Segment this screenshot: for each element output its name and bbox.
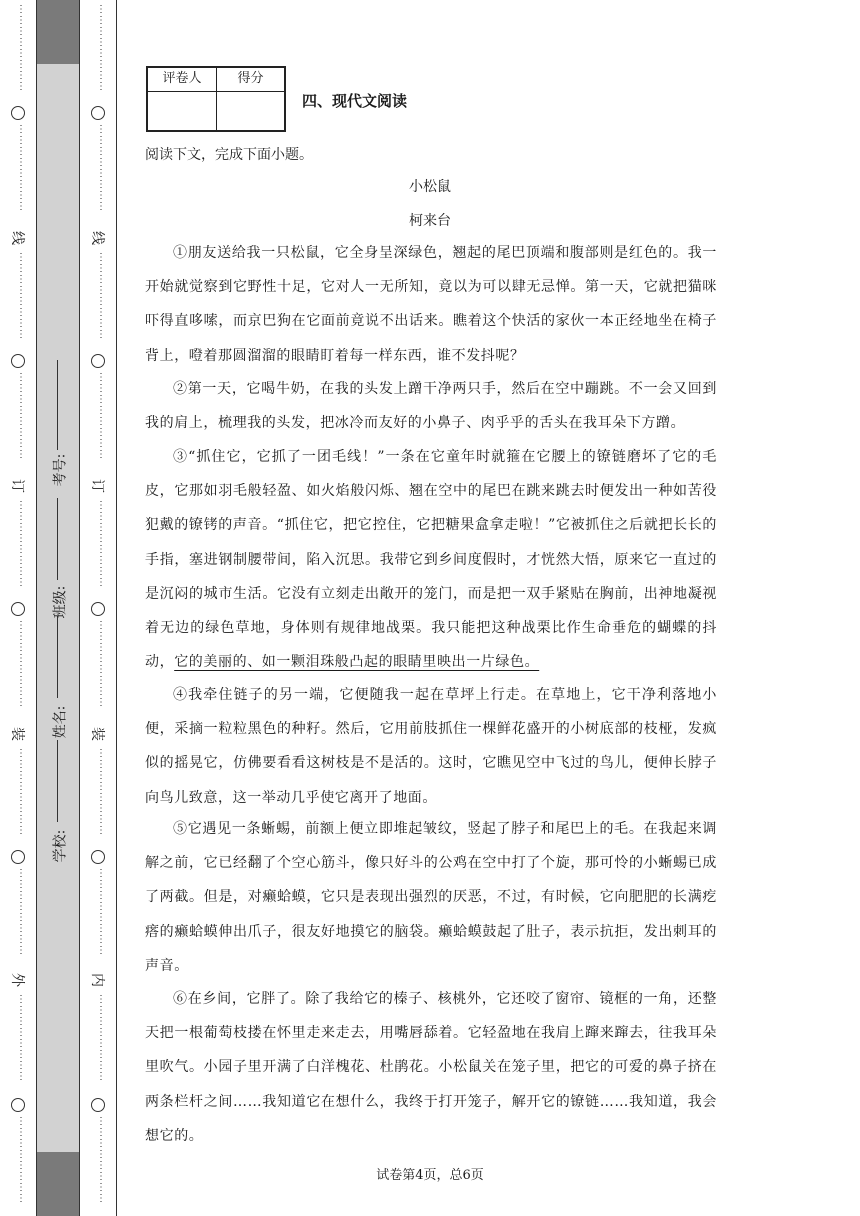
dotted-line: ⋮ ⋮ ⋮ ⋮ ⋮ ⋮ ⋮ ⋮ bbox=[96, 500, 106, 588]
circle-mark bbox=[91, 1098, 105, 1112]
bar-dark-top bbox=[37, 0, 79, 64]
paragraph-1: ①朋友送给我一只松鼠，它全身呈深绿色，翘起的尾巴顶端和腹部则是红色的。我一开始就觉察到它野性十足，它对人一无所知，竟以为可以肆无忌惮。第一天，它就把猫咪吓得直哆嗦，而京巴狗在它面前竟说不出话来。瞧着这个快活的家伙一本正经地坐在椅子背上，噔着那圆溜溜的眼睛盯着每一样东西，谁不发抖呢？ bbox=[145, 245, 717, 364]
score-header: 得分 bbox=[217, 68, 284, 92]
dotted-line: ⋮ ⋮ ⋮ ⋮ ⋮ ⋮ ⋮ ⋮ bbox=[96, 868, 106, 956]
dotted-line: ⋮ ⋮ ⋮ ⋮ ⋮ ⋮ ⋮ ⋮ bbox=[16, 500, 26, 588]
dotted-line: ⋮ ⋮ ⋮ ⋮ ⋮ ⋮ ⋮ ⋮ bbox=[96, 620, 106, 708]
inner-marker-ding: 订 bbox=[89, 479, 105, 493]
paragraph-3 bbox=[145, 440, 717, 679]
field-line-name[interactable] bbox=[57, 740, 58, 822]
field-label-name: 姓名: bbox=[52, 705, 69, 739]
inner-marker-zhuang: 装 bbox=[89, 727, 105, 741]
dotted-line: ⋮ ⋮ ⋮ ⋮ ⋮ ⋮ ⋮ ⋮ bbox=[16, 620, 26, 708]
dotted-line: ⋮ ⋮ ⋮ ⋮ ⋮ ⋮ ⋮ ⋮ bbox=[96, 1116, 106, 1204]
inner-marker-xian: 线 bbox=[89, 231, 105, 245]
paragraph-5: ⑤它遇见一条蜥蜴，前额上便立即堆起皱纹，竖起了脖子和尾巴上的毛。在我起来调解之前，它已经翻了个空心筋斗，像只好斗的公鸡在空中打了个旋，那可怜的小蜥蜴已成了两截。但是，对癞蛤蟆，它只是表现出强烈的厌恶，不过，有时候，它向肥肥的长满疙瘩的癞蛤蟆伸出爪子，很友好地摸它的脑袋。癞蛤蟆鼓起了肚子，表示抗拒，发出刺耳的声音。 bbox=[145, 821, 717, 974]
circle-mark bbox=[91, 602, 105, 616]
grader-cell[interactable] bbox=[148, 92, 217, 130]
score-table bbox=[146, 66, 286, 132]
dotted-line: ⋮ ⋮ ⋮ ⋮ ⋮ ⋮ ⋮ ⋮ bbox=[16, 868, 26, 956]
section-title: 四、现代文阅读 bbox=[302, 92, 408, 110]
dotted-line: ⋮ ⋮ ⋮ ⋮ ⋮ ⋮ ⋮ ⋮ bbox=[96, 748, 106, 836]
circle-mark bbox=[91, 850, 105, 864]
dotted-line: ⋮ ⋮ ⋮ ⋮ ⋮ ⋮ ⋮ ⋮ bbox=[16, 1116, 26, 1204]
dotted-line: ⋮ ⋮ ⋮ ⋮ ⋮ ⋮ ⋮ ⋮ bbox=[16, 124, 26, 212]
bar-dark-bottom bbox=[37, 1152, 79, 1216]
circle-mark bbox=[91, 106, 105, 120]
field-line-class[interactable] bbox=[57, 616, 58, 698]
outer-marker-wai: 外 bbox=[9, 973, 25, 987]
field-label-id: 考号: bbox=[52, 453, 69, 487]
paragraph-3-text: ③“抓住它，它抓了一团毛线！”一条在它童年时就箍在它腰上的镣链磨坏了它的毛皮，它那如羽毛般轻盈、如火焰般闪烁、翘在空中的尾巴在跳来跳去时便发出一种如苦役犯戴的镣铐的声音。“抓住它，把它控住，它把糖果盒拿走啦！”它被抓住之后就把长长的手指，塞进钢制腰带间，陷入沉思。我带它到乡间度假时，才恍然大悟，原来它一直过的是沉闷的城市生活。它没有立刻走出敞开的笼门，而是把一双手紧贴在胸前，出神地凝视着无边的绿色草地，身体则有规律地战栗。我只能把这种战栗比作生命垂危的蝴蝶的抖动， bbox=[145, 449, 717, 671]
field-label-class: 班级: bbox=[52, 585, 69, 619]
inner-marker-nei: 内 bbox=[89, 973, 105, 987]
dotted-line: ⋮ ⋮ ⋮ ⋮ ⋮ ⋮ ⋮ ⋮ bbox=[16, 4, 26, 92]
underlined-sentence: 它的美丽的、如一颗泪珠般凸起的眼睛里映出一片绿色。 bbox=[174, 654, 540, 671]
story-author: 柯来台 bbox=[409, 213, 451, 229]
dotted-line: ⋮ ⋮ ⋮ ⋮ ⋮ ⋮ ⋮ ⋮ bbox=[96, 124, 106, 212]
dotted-line: ⋮ ⋮ ⋮ ⋮ ⋮ ⋮ ⋮ ⋮ bbox=[16, 748, 26, 836]
circle-mark bbox=[11, 1098, 25, 1112]
instruction: 阅读下文，完成下面小题。 bbox=[145, 147, 313, 163]
grader-header: 评卷人 bbox=[148, 68, 217, 92]
circle-mark bbox=[11, 354, 25, 368]
outer-marker-zhuang: 装 bbox=[9, 727, 25, 741]
circle-mark bbox=[11, 106, 25, 120]
story-title: 小松鼠 bbox=[409, 179, 451, 195]
dotted-line: ⋮ ⋮ ⋮ ⋮ ⋮ ⋮ ⋮ ⋮ bbox=[16, 252, 26, 340]
dotted-line: ⋮ ⋮ ⋮ ⋮ ⋮ ⋮ ⋮ ⋮ bbox=[16, 994, 26, 1082]
field-label-school: 学校: bbox=[52, 829, 69, 863]
dotted-line: ⋮ ⋮ ⋮ ⋮ ⋮ ⋮ ⋮ ⋮ bbox=[96, 252, 106, 340]
dotted-line: ⋮ ⋮ ⋮ ⋮ ⋮ ⋮ ⋮ ⋮ bbox=[96, 994, 106, 1082]
dotted-line: ⋮ ⋮ ⋮ ⋮ ⋮ ⋮ ⋮ ⋮ bbox=[96, 4, 106, 92]
paragraph-4: ④我牵住链子的另一端，它便随我一起在草坪上行走。在草地上，它干净利落地小便，采摘一粒粒黑色的种籽。然后，它用前肢抓住一棵鲜花盛开的小树底部的枝桠，发疯似的摇晃它，仿佛要看看这树枝是不是活的。这时，它瞧见空中飞过的鸟儿，便伸长脖子向鸟儿致意，这一举动几乎使它离开了地面。 bbox=[145, 687, 717, 806]
score-cell[interactable] bbox=[217, 92, 284, 130]
dotted-line: ⋮ ⋮ ⋮ ⋮ ⋮ ⋮ ⋮ ⋮ bbox=[96, 372, 106, 460]
circle-mark bbox=[11, 602, 25, 616]
page-footer: 试卷第4页，总6页 bbox=[376, 1168, 484, 1183]
circle-mark bbox=[11, 850, 25, 864]
field-line-id[interactable] bbox=[57, 498, 58, 580]
circle-mark bbox=[91, 354, 105, 368]
outer-marker-ding: 订 bbox=[9, 479, 25, 493]
field-line-id-end[interactable] bbox=[57, 360, 58, 450]
outer-marker-xian: 线 bbox=[9, 231, 25, 245]
dotted-line: ⋮ ⋮ ⋮ ⋮ ⋮ ⋮ ⋮ ⋮ bbox=[16, 372, 26, 460]
paragraph-6: ⑥在乡间，它胖了。除了我给它的榛子、核桃外，它还咬了窗帘、镜框的一角，还整天把一根葡萄枝搂在怀里走来走去，用嘴唇舔着。它轻盈地在我肩上蹿来蹿去，往我耳朵里吹气。小园子里开满了白洋槐花、杜鹃花。小松鼠关在笼子里，把它的可爱的鼻子挤在两条栏杆之间……我知道它在想什么，我终于打开笼子，解开它的镣链……我知道，我会想它的。 bbox=[145, 991, 717, 1144]
paragraph-2: ②第一天，它喝牛奶，在我的头发上蹭干净两只手，然后在空中蹦跳。不一会又回到我的肩上，梳理我的头发，把冰冷而友好的小鼻子、肉乎乎的舌头在我耳朵下方蹭。 bbox=[145, 381, 717, 432]
